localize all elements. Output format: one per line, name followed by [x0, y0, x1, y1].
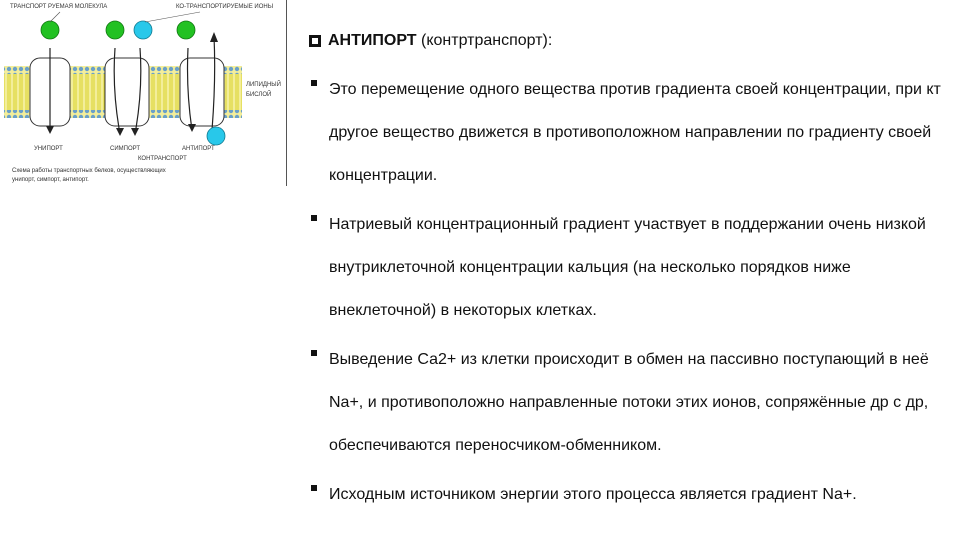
- bottom-label-symport: СИМПОРТ: [110, 146, 141, 152]
- bottom-label-uniport: УНИПОРТ: [34, 146, 63, 152]
- bullet-marker-icon: [311, 80, 317, 86]
- side-label-line2: БИСЛОЙ: [246, 92, 272, 98]
- symport-protein: [105, 48, 149, 136]
- bullet-marker-icon: [311, 350, 317, 356]
- transport-diagram: [0, 0, 282, 190]
- transport-diagram-svg: [0, 0, 282, 190]
- bullet-item-3: [309, 338, 949, 467]
- antiport-molecule: [177, 21, 195, 39]
- top-caption-line-left: [50, 12, 60, 22]
- bottom-center-label: КОНТРАНСПОРТ: [138, 156, 187, 162]
- bullet-marker-icon: [311, 485, 317, 491]
- slide-text: [309, 26, 949, 522]
- top-caption-right: КО-ТРАНСПОРТИРУЕМЫЕ ИОНЫ: [176, 4, 274, 10]
- bullet-text: Выведение Са2+ из клетки происходит в обмен на пассивно поступающий в неё Na+, и противоположно направленные потоки этих ионов, сопряжённые др с др, обеспечиваются переносчиком-обменником.: [329, 351, 929, 454]
- bullet-marker-icon: [311, 215, 317, 221]
- figure-caption-line2: унипорт, симпорт, антипорт.: [12, 177, 89, 183]
- uniport-molecule: [41, 21, 59, 39]
- heading-row: [309, 26, 949, 56]
- antiport-protein: [180, 32, 224, 132]
- top-caption-line-right: [145, 12, 200, 22]
- bullet-item-2: [309, 203, 949, 332]
- symport-molecule: [106, 21, 124, 39]
- bullet-item-4: [309, 473, 949, 516]
- side-label-line1: ЛИПИДНЫЙ: [246, 82, 281, 88]
- symport-ion: [134, 21, 152, 39]
- bullet-item-1: [309, 68, 949, 197]
- bullet-text: Исходным источником энергии этого процесса является градиент Na+.: [329, 486, 857, 503]
- bullet-text: Это перемещение одного вещества против градиента своей концентрации, при кт другое вещество движется в противоположном направлении по градиенту своей концентрации.: [329, 81, 941, 184]
- square-bullet-icon: [309, 35, 321, 47]
- bottom-label-antiport: АНТИПОРТ: [182, 146, 215, 152]
- heading-bold: АНТИПОРТ: [328, 32, 417, 49]
- bullet-text: Натриевый концентрационный градиент участвует в поддержании очень низкой внутриклеточной концентрации кальция (на несколько порядков ниже внеклеточной) в некоторых клетках.: [329, 216, 926, 319]
- slide-heading: [328, 32, 552, 50]
- figure-caption-line1: Схема работы транспортных белков, осуществляющих: [12, 168, 166, 174]
- heading-rest: (контртранспорт):: [416, 32, 553, 49]
- uniport-protein: [30, 48, 70, 134]
- vertical-divider: [286, 0, 287, 186]
- top-caption-left: ТРАНСПОРТ РУЕМАЯ МОЛЕКУЛА: [10, 4, 108, 10]
- antiport-ion: [207, 127, 225, 145]
